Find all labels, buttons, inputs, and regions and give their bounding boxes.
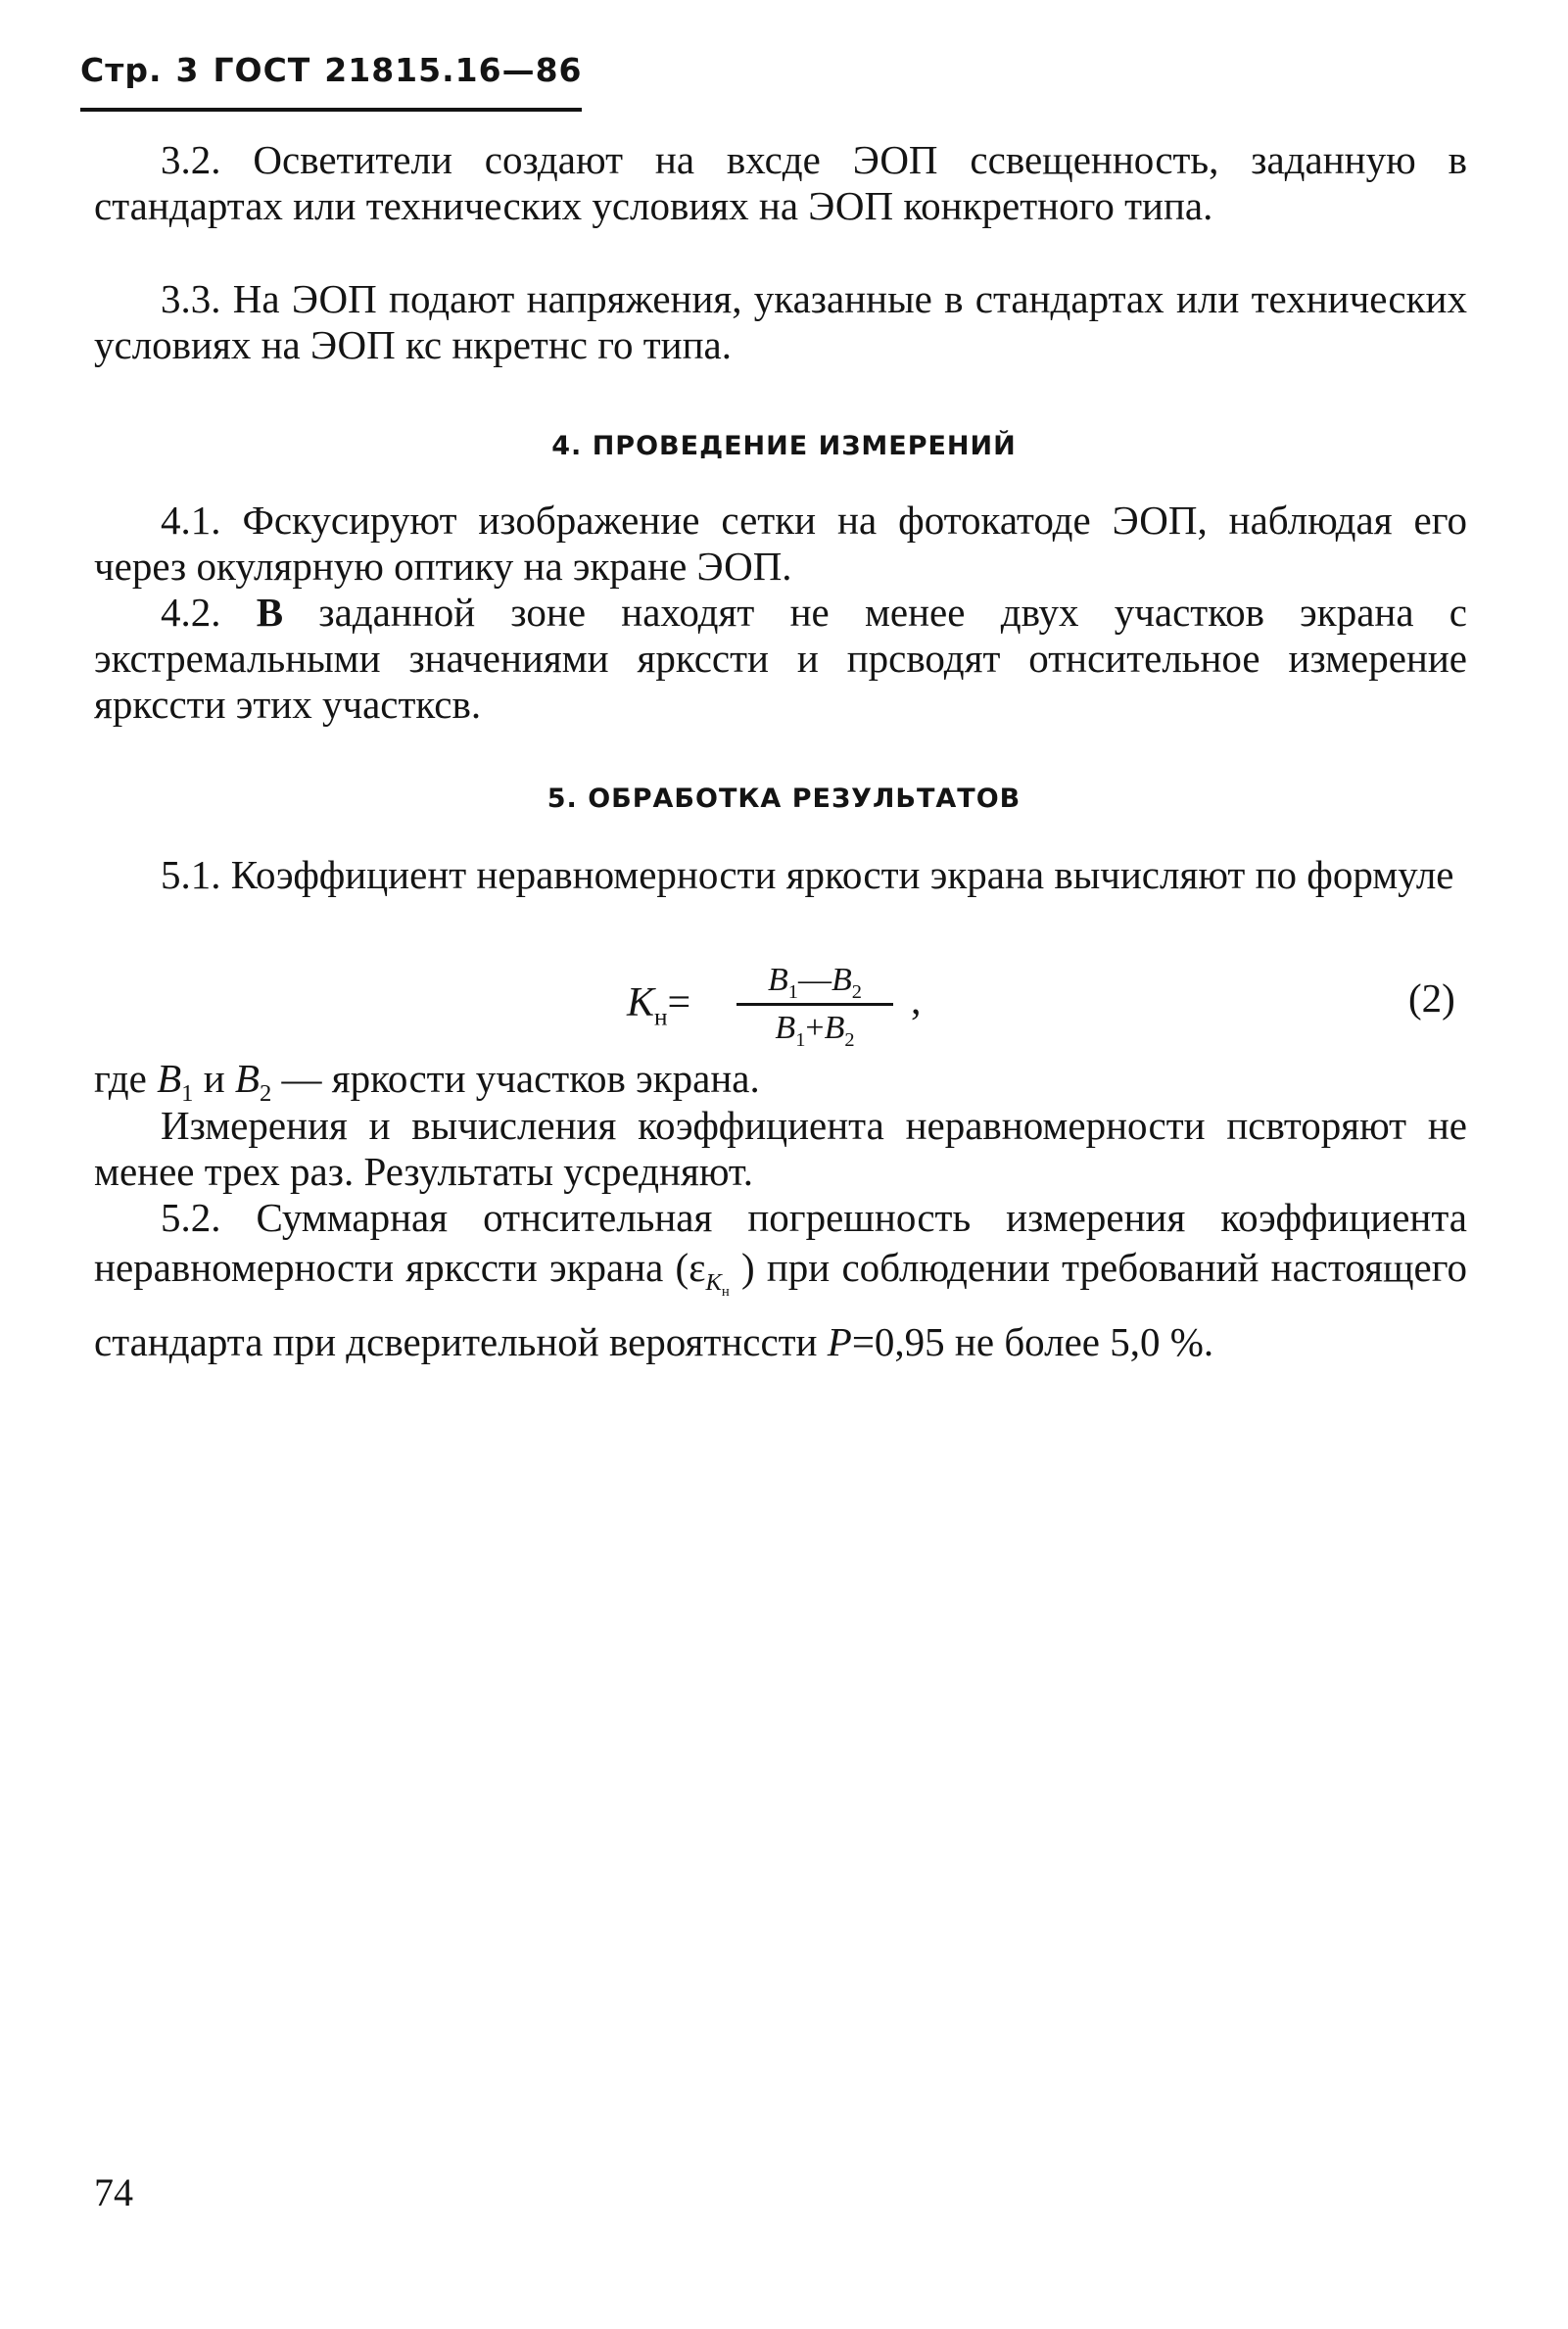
header-page-prefix: Стр.	[80, 51, 163, 89]
paragraph-3-2: 3.2. Осветители создают на вхсде ЭОП ссвещенность, заданную в стандартах или технических условиях на ЭОП конкретного типа.	[94, 137, 1467, 228]
formula-denominator: $B_1+B_2$	[775, 1010, 855, 1051]
header-standard-no: 21815.16—86	[324, 51, 583, 89]
header-rule	[80, 108, 582, 112]
paragraph-repeat: Измерения и вычисления коэффициента неравномерности псвторяют не менее трех раз. Результаты усредняют.	[94, 1103, 1467, 1194]
formula-lhs: $K_н=$	[627, 980, 691, 1031]
paragraph-4-2-rest: заданной зоне находят не менее двух участков экрана с экстремальными значениями яркссти и прсводят отнсительное измерение яркссти этих участксв.	[94, 590, 1467, 727]
formula-comma: ,	[911, 978, 922, 1023]
paragraph-3-3: 3.3. На ЭОП подают напряжения, указанные в стандартах или технических условиях на ЭОП кс нкретнс го типа.	[94, 276, 1467, 367]
header-page-no: 3	[175, 51, 200, 89]
page-header	[80, 51, 596, 89]
formula-fraction	[736, 960, 893, 1049]
header-standard: ГОСТ	[213, 51, 311, 89]
page-number: 74	[94, 2170, 133, 2214]
formula-number: (2)	[1408, 975, 1455, 1021]
formula-numerator: $B_1—B_2$	[768, 962, 862, 1003]
paragraph-4-2-first-word: В	[256, 590, 284, 635]
section-4-title: 4. ПРОВЕДЕНИЕ ИЗМЕРЕНИЙ	[551, 431, 1017, 461]
formula-fraction-bar	[736, 1003, 893, 1006]
paragraph-5-1: 5.1. Коэффициент неравномерности яркости экрана вычисляют по формуле	[161, 852, 1454, 897]
paragraph-4-2	[94, 590, 1467, 728]
paragraph-4-1: 4.1. Фскусируют изображение сетки на фотокатоде ЭОП, наблюдая его через окулярную оптику на экране ЭОП.	[94, 498, 1467, 589]
epsilon-symbol: ε	[689, 1245, 706, 1290]
paragraph-where: где $B_1$ и $B_2$ — яркости участков экрана.	[94, 1056, 760, 1108]
paragraph-5-2: 5.2. Суммарная отнсительная погрешность измерения коэффициента неравномерности яркссти экрана ($\varepsilon_{K_н}$ ) при соблюдении требований настоящего стандарта при дсверительной вероятнссти P=0,95 не более 5,0 %.	[94, 1195, 1468, 1365]
section-5-title: 5. ОБРАБОТКА РЕЗУЛЬТАТОВ	[546, 784, 1022, 814]
paragraph-4-2-num: 4.2.	[161, 590, 221, 635]
